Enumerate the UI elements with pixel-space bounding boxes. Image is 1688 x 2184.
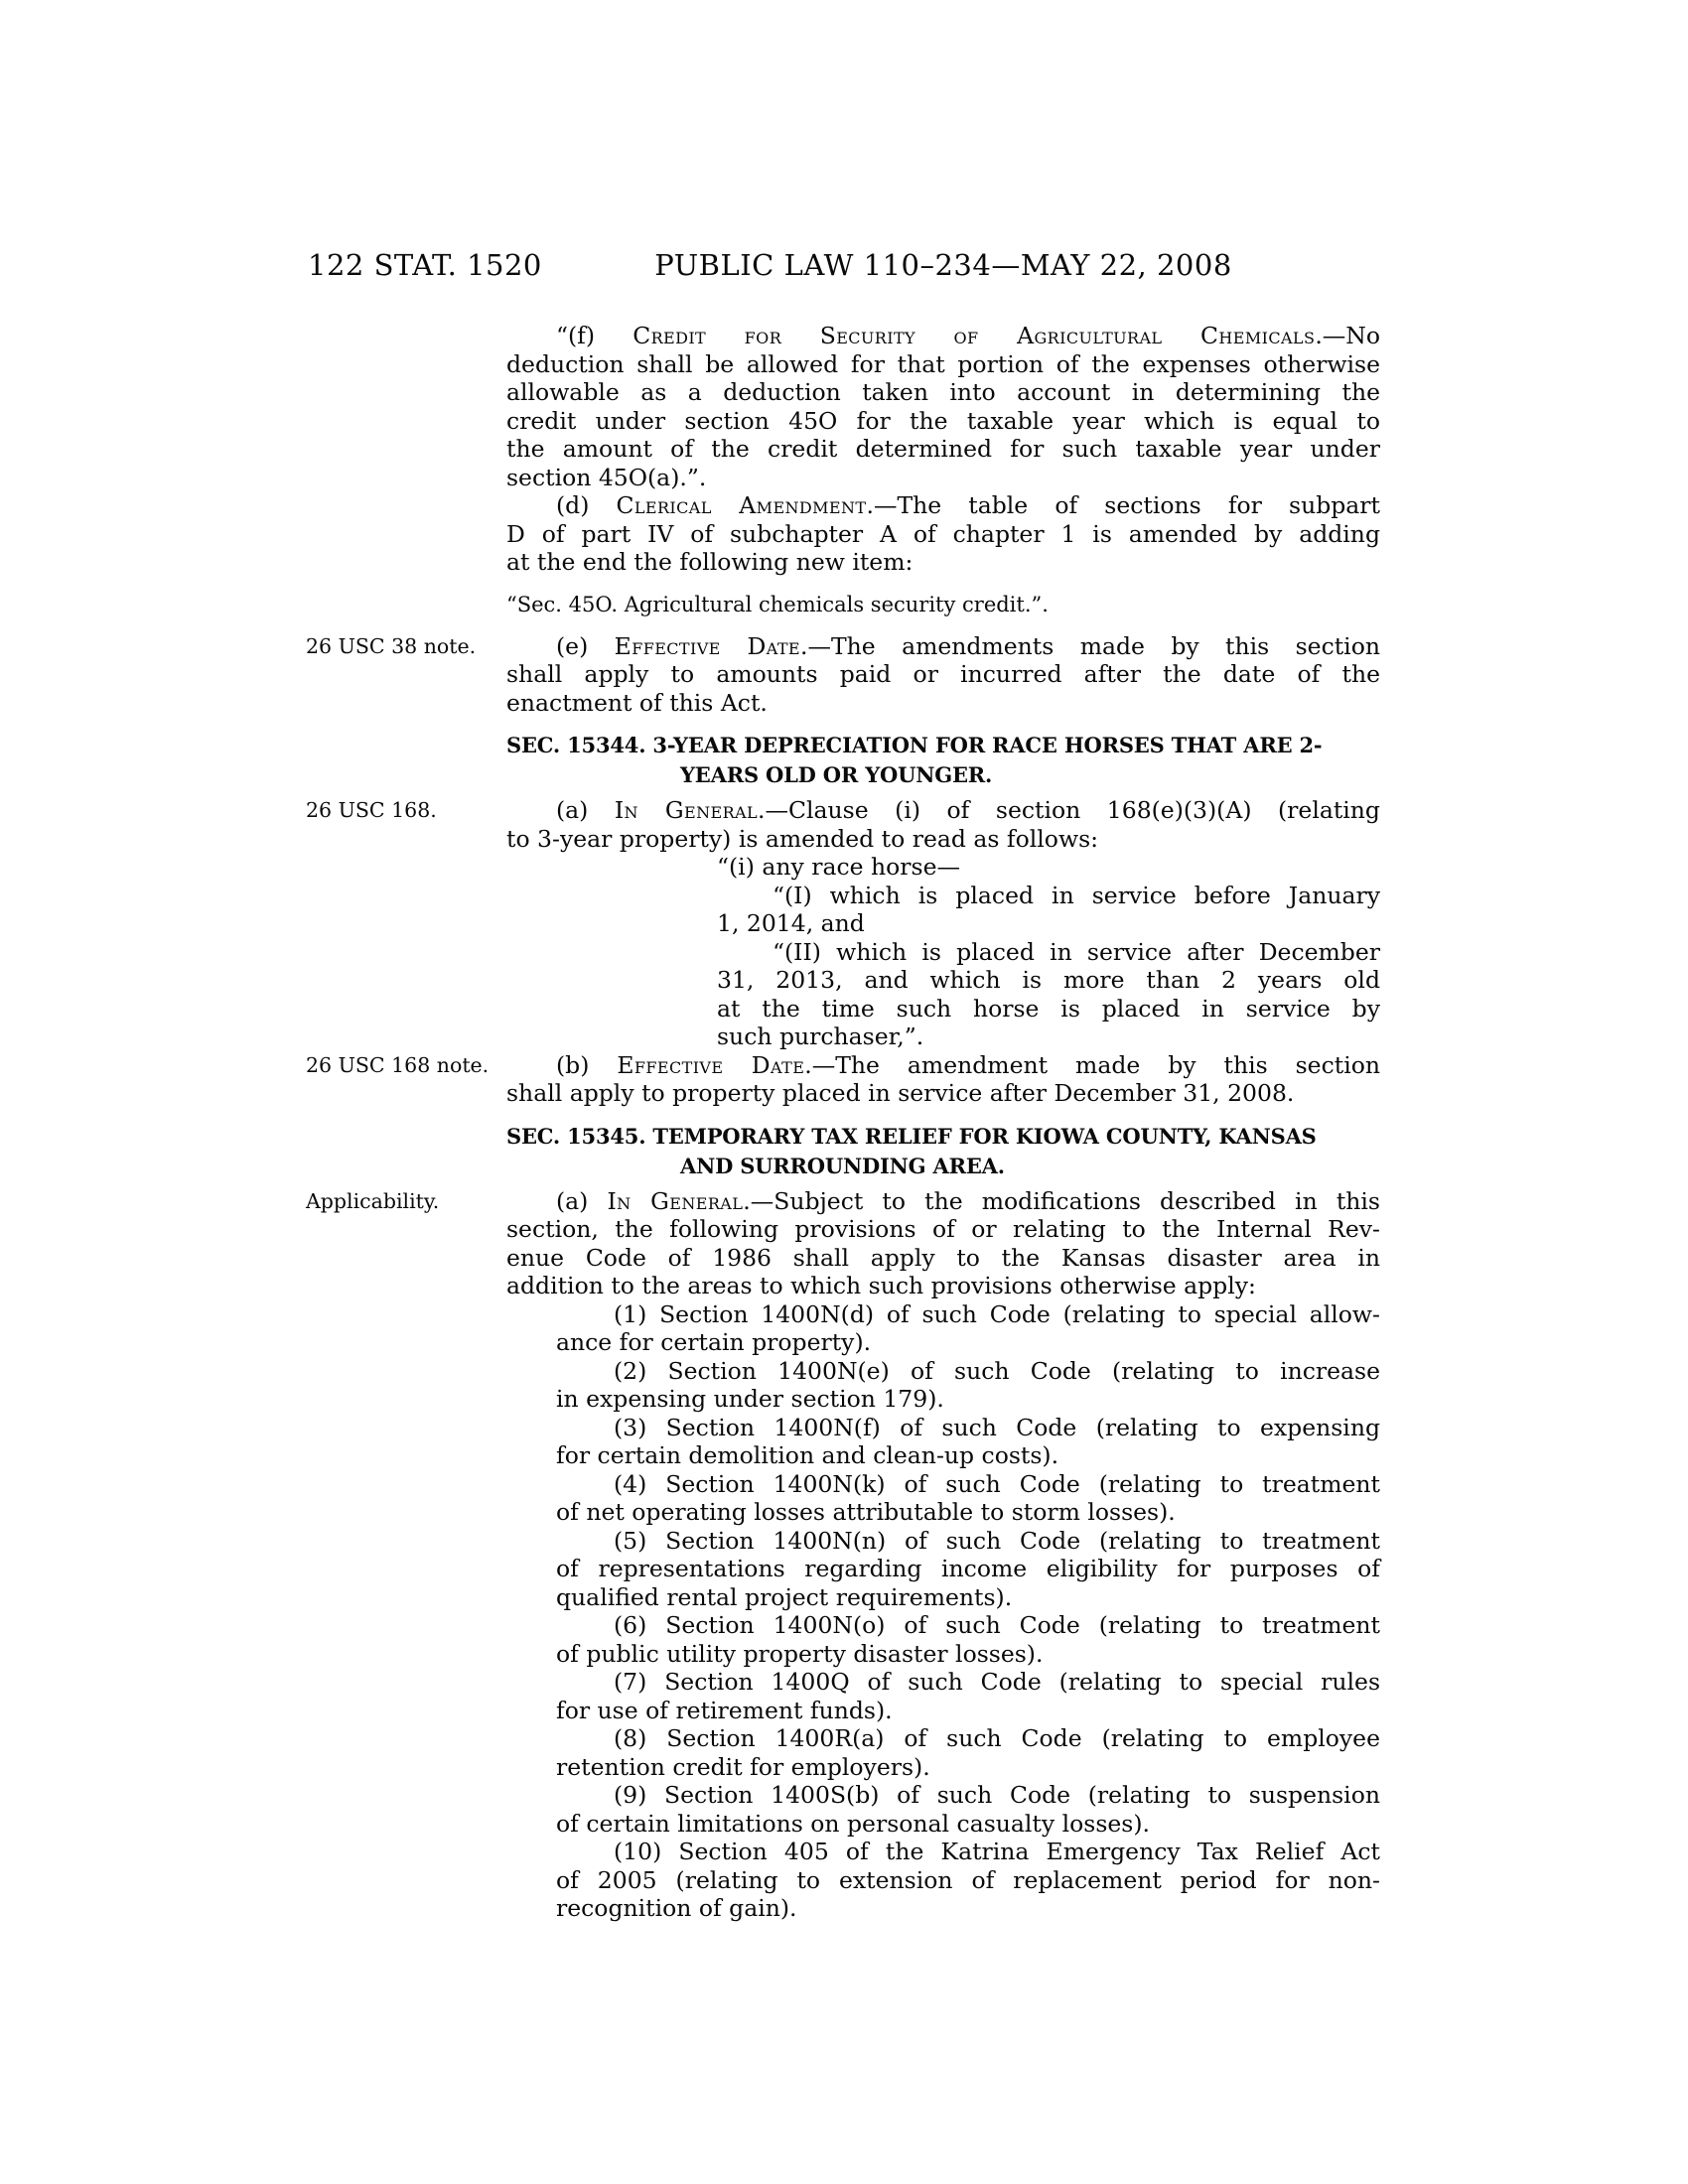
text-line: in expensing under section 179).: [556, 1385, 944, 1413]
paragraph: [306, 1186, 1380, 1300]
text-line: (1) Section 1400N(d) of such Code (relating to special allow-: [614, 1299, 1380, 1328]
text-line: at the end the following new item:: [506, 548, 914, 576]
text-line: (a) In General.—Subject to the modifications described in this: [556, 1186, 1380, 1215]
text-line: “(II) which is placed in service after December: [773, 937, 1380, 966]
text-line: credit under section 45O for the taxable year which is equal to: [506, 406, 1380, 435]
text-line: of 2005 (relating to extension of replacement period for non-: [556, 1865, 1380, 1894]
text-line: (d) Clerical Amendment.—The table of sections for subpart: [556, 491, 1380, 519]
text-line: the amount of the credit determined for such taxable year under: [506, 435, 1380, 463]
section-heading: [506, 1122, 1380, 1181]
text-line: section, the following provisions of or relating to the Internal Rev-: [506, 1215, 1380, 1243]
text-line: (4) Section 1400N(k) of such Code (relating to treatment: [614, 1469, 1380, 1498]
paragraph: [506, 491, 1380, 577]
text-line: such purchaser,”.: [717, 1023, 924, 1050]
text-line: (a) In General.—Clause (i) of section 168(e)(3)(A) (relating: [556, 796, 1380, 824]
text-line: of net operating losses attributable to storm losses).: [556, 1498, 1176, 1526]
text-line: for certain demolition and clean-up costs).: [556, 1441, 1059, 1469]
margin-note: 26 USC 168.: [306, 798, 437, 822]
text-line: (3) Section 1400N(f) of such Code (relating to expensing: [614, 1413, 1380, 1441]
paragraph: [506, 1724, 1380, 1781]
stat-citation: 122 STAT. 1520: [308, 248, 542, 282]
text-line: (8) Section 1400R(a) of such Code (relating to employee: [614, 1724, 1380, 1752]
text-line: “(I) which is placed in service before January: [773, 881, 1380, 909]
table-of-sections-entry: [506, 593, 1380, 616]
text-line: (b) Effective Date.—The amendment made by this section: [556, 1050, 1380, 1079]
text-line: of public utility property disaster losses).: [556, 1639, 1044, 1668]
text-line: at the time such horse is placed in service by: [717, 994, 1380, 1023]
text-line: allowable as a deduction taken into account in determining the: [506, 378, 1380, 406]
paragraph: [506, 1838, 1380, 1923]
paragraph: [506, 322, 1380, 491]
paragraph: [506, 1470, 1380, 1527]
small-caps-text: Effective Date: [614, 631, 801, 660]
text-line: SEC. 15345. TEMPORARY TAX RELIEF FOR KIOWA COUNTY, KANSAS: [506, 1123, 1317, 1149]
small-caps-text: Effective Date: [617, 1050, 805, 1079]
paragraph: [506, 1668, 1380, 1724]
margin-note: 26 USC 38 note.: [306, 633, 477, 658]
text-line: qualified rental project requirements).: [556, 1582, 1013, 1611]
text-line: (7) Section 1400Q of such Code (relating to special rules: [614, 1668, 1380, 1696]
text-line: (2) Section 1400N(e) of such Code (relating to increase: [614, 1356, 1380, 1385]
paragraph: [306, 796, 1380, 853]
small-caps-text: Clerical Amendment: [616, 491, 867, 519]
text-line: (9) Section 1400S(b) of such Code (relating to suspension: [614, 1781, 1380, 1809]
text-line: deduction shall be allowed for that portion of the expenses otherwise: [506, 349, 1380, 378]
text-line: enactment of this Act.: [506, 688, 768, 717]
statute-text-body: [306, 322, 1380, 1923]
margin-note: Applicability.: [306, 1188, 440, 1213]
text-line: retention credit for employers).: [556, 1752, 930, 1781]
text-line: 31, 2013, and which is more than 2 years old: [717, 966, 1380, 994]
text-line: for use of retirement funds).: [556, 1696, 893, 1724]
text-line: to 3-year property) is amended to read as follows:: [506, 824, 1099, 853]
small-caps-text: In General: [607, 1186, 744, 1215]
text-line: “(f) Credit for Security of Agricultural Chemicals.—No: [556, 322, 1380, 349]
small-caps-text: Credit for Security of Agricultural Chemicals: [633, 322, 1316, 349]
text-line: addition to the areas to which such provisions otherwise apply:: [506, 1272, 1256, 1299]
small-caps-text: In General: [614, 796, 759, 824]
text-line: of representations regarding income eligibility for purposes of: [556, 1555, 1380, 1582]
paragraph: [506, 1781, 1380, 1838]
paragraph: [506, 1414, 1380, 1470]
text-line: (e) Effective Date.—The amendments made by this section: [556, 631, 1380, 660]
margin-note: 26 USC 168 note.: [306, 1052, 490, 1077]
paragraph: [506, 1357, 1380, 1414]
paragraph: [506, 1611, 1380, 1668]
text-line: “(i) any race horse—: [717, 853, 960, 881]
section-heading: [506, 731, 1380, 790]
text-line: “Sec. 45O. Agricultural chemicals security credit.”.: [506, 592, 1049, 616]
text-line: recognition of gain).: [556, 1894, 797, 1922]
paragraph: [506, 853, 1380, 1051]
text-line: (5) Section 1400N(n) of such Code (relating to treatment: [614, 1526, 1380, 1555]
text-line: SEC. 15344. 3-YEAR DEPRECIATION FOR RACE HORSES THAT ARE 2-: [506, 733, 1323, 757]
text-line: enue Code of 1986 shall apply to the Kansas disaster area in: [506, 1243, 1380, 1272]
text-line: shall apply to amounts paid or incurred after the date of the: [506, 660, 1380, 688]
text-line: section 45O(a).”.: [506, 463, 707, 491]
text-line: of certain limitations on personal casualty losses).: [556, 1809, 1150, 1838]
text-line: (6) Section 1400N(o) of such Code (relating to treatment: [614, 1611, 1380, 1639]
text-line: D of part IV of subchapter A of chapter 1 is amended by adding: [506, 519, 1380, 548]
text-line: YEARS OLD OR YOUNGER.: [680, 762, 993, 787]
law-title-header: PUBLIC LAW 110–234—MAY 22, 2008: [654, 248, 1232, 282]
paragraph: [306, 631, 1380, 718]
paragraph: [506, 1527, 1380, 1612]
paragraph: [306, 1050, 1380, 1108]
text-line: 1, 2014, and: [717, 909, 865, 937]
text-line: AND SURROUNDING AREA.: [680, 1153, 1005, 1178]
text-line: ance for certain property).: [556, 1328, 872, 1356]
text-line: shall apply to property placed in service after December 31, 2008.: [506, 1079, 1295, 1107]
text-line: (10) Section 405 of the Katrina Emergency Tax Relief Act: [614, 1838, 1380, 1865]
paragraph: [506, 1300, 1380, 1357]
